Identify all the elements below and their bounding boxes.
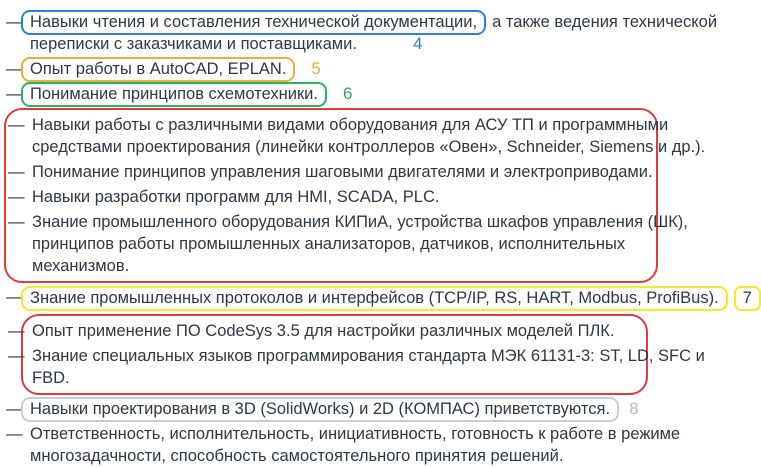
list-item-text [30, 398, 694, 420]
list-item [6, 11, 718, 55]
item-text: средствами проектирования (линейки контроллеров «Овен», Schneider, Siemens и др.). [32, 138, 706, 156]
list-item [6, 398, 694, 420]
list-item [8, 186, 648, 208]
list-item-dash: — [8, 163, 25, 181]
list-item [8, 211, 688, 277]
item-text: а также ведения технической [492, 13, 718, 31]
annotated-region-6[interactable]: Понимание принципов схемотехники. [21, 82, 327, 107]
list-item-dash: — [8, 322, 25, 340]
list-item [6, 83, 694, 105]
annotated-region-4[interactable]: Навыки чтения и составления технической документации, [21, 10, 486, 35]
list-item-dash: — [8, 188, 25, 206]
mark-label-7: 7 [734, 286, 761, 311]
item-text: FBD. [32, 369, 70, 387]
list-item [8, 320, 638, 342]
list-item-text [30, 83, 694, 105]
list-item-text [30, 423, 694, 467]
mark-label-5: 5 [311, 59, 321, 78]
list-item-dash: — [8, 213, 25, 231]
list-item-dash: — [8, 347, 25, 365]
list-item [6, 58, 694, 80]
list-item-text [30, 286, 752, 311]
mark-label-8: 8 [629, 399, 639, 418]
list-item-dash: — [6, 425, 23, 443]
list-item-text [32, 345, 705, 389]
list-item [6, 423, 694, 467]
item-text: механизмов. [32, 257, 130, 275]
item-text: Знание промышленного оборудования КИПиА, устройства шкафов управления (ШК), [32, 213, 688, 231]
red-annotation-box-1 [4, 108, 706, 283]
item-text: Знание специальных языков программирования стандарта МЭК 61131-3: ST, LD, SFC и [32, 347, 705, 365]
item-text: Навыки разработки программ для HMI, SCADA, PLC. [32, 188, 440, 206]
mark-label-6: 6 [342, 84, 353, 103]
list-item [8, 345, 705, 389]
item-text: Понимание принципов управления шаговыми двигателями и электроприводами. [32, 163, 653, 181]
list-item-text [32, 114, 706, 158]
red-annotation-box-2 [8, 314, 705, 395]
item-text: многозадачности, способность самостоятельного принятия решений. [30, 447, 564, 465]
item-text: принципов работы промышленных анализаторов, датчиков, исполнительных [32, 235, 626, 253]
item-text: Опыт применение ПО CodeSys 3.5 для настройки различных моделей ПЛК. [32, 322, 615, 340]
list-item-dash: — [6, 85, 23, 103]
list-item-dash: — [6, 288, 23, 306]
list-item-text [32, 211, 688, 277]
list-item [8, 161, 653, 183]
list-item-text [30, 11, 718, 55]
list-item-text [32, 161, 653, 183]
list-item-dash: — [6, 60, 23, 78]
list-item-text [32, 320, 638, 342]
annotated-region-5[interactable]: Опыт работы в AutoCAD, EPLAN. [21, 57, 295, 82]
list-item-dash: — [8, 116, 25, 134]
list-item [6, 286, 752, 311]
annotated-region-8[interactable]: Навыки проектирования в 3D (SolidWorks) и 2D (КОМПАС) приветствуются. [21, 397, 619, 422]
list-item-dash: — [6, 400, 23, 418]
item-text: Ответственность, исполнительность, инициативность, готовность к работе в режиме [30, 425, 681, 443]
list-item [8, 114, 706, 158]
list-item-dash: — [6, 13, 23, 31]
mark-label-4: 4 [412, 34, 423, 53]
list-item-text [30, 58, 694, 80]
annotated-region-7[interactable]: Знание промышленных протоколов и интерфейсов (TCP/IP, RS, HART, Modbus, ProfiBus). [21, 286, 728, 311]
item-text: переписки с заказчиками и поставщиками. [30, 35, 357, 53]
list-item-text [32, 186, 648, 208]
item-text: Навыки работы с различными видами оборудования для АСУ ТП и программными [32, 116, 669, 134]
